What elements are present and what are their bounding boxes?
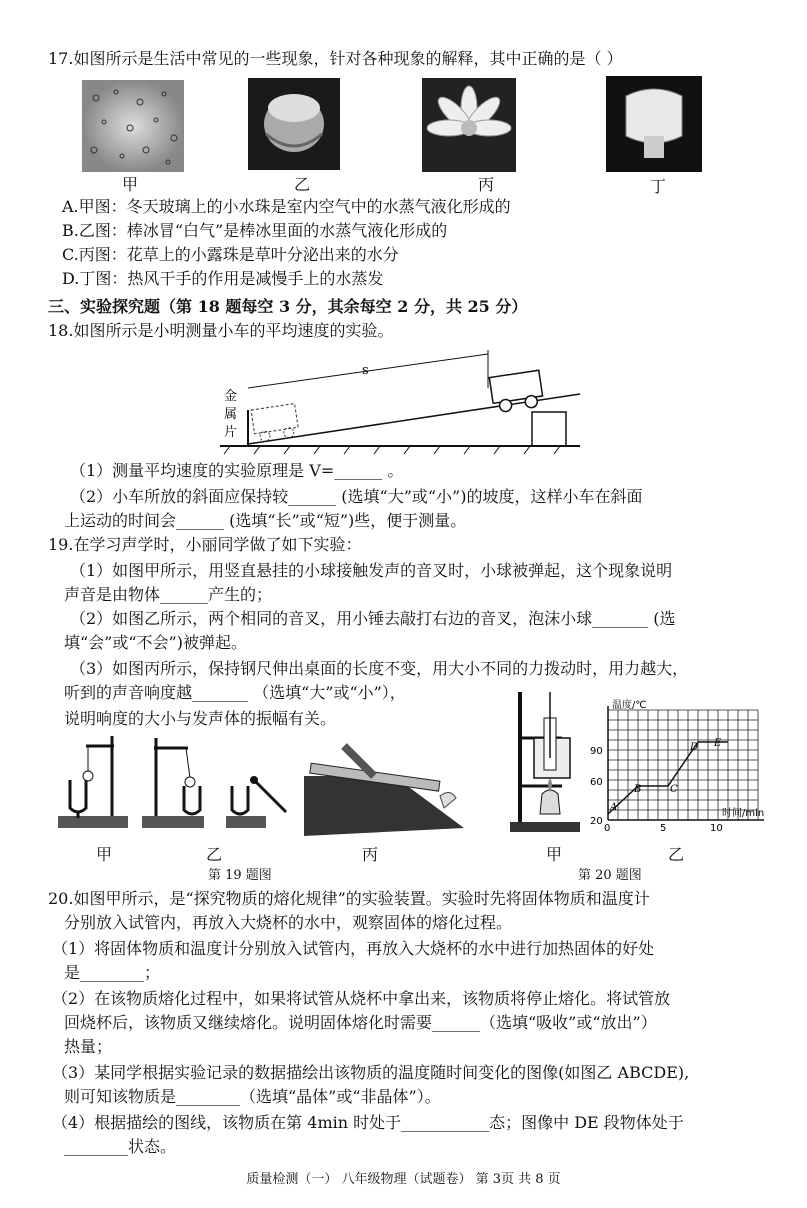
y-tick-90: 90 (590, 746, 603, 757)
x-tick-10: 10 (710, 823, 723, 832)
q20-figure-title: 第 20 题图 (578, 868, 642, 883)
q17-photo-ding (606, 76, 702, 172)
q17-photo-bing (422, 78, 516, 172)
graph-ylabel: 温度/℃ (612, 700, 647, 711)
point-e: E (714, 738, 722, 749)
section-title: 三、实验探究题（第 18 题每空 3 分，其余每空 2 分，共 25 分） (48, 297, 528, 316)
q17-option-a: A.甲图：冬天玻璃上的小水珠是室内空气中的水蒸气液化形成的 (62, 197, 511, 216)
q18-metal-label-3: 片 (224, 425, 238, 440)
point-d: D (690, 742, 699, 753)
q17-caption-ding: 丁 (650, 177, 667, 196)
q18-incline-figure (220, 348, 590, 458)
q20-part3-line1: （3）某同学根据实验记录的数据描绘出该物质的温度随时间变化的图像(如图乙 ABCDE), (52, 1063, 690, 1082)
q20-caption-yi: 乙 (668, 845, 685, 864)
q20-part4-line1: （4）根据描绘的图线，该物质在第 4min 时处于___________态；图像中 DE 段物体处于 (52, 1113, 684, 1132)
q20-part1-line2: 是________； (64, 963, 161, 982)
q19-stem: 19.在学习声学时，小丽同学做了如下实验： (48, 535, 362, 554)
q20-part3-line2: 则可知该物质是________（选填“晶体”或“非晶体”）。 (64, 1087, 441, 1106)
y-tick-60: 60 (590, 777, 603, 788)
x-tick-5: 5 (660, 823, 667, 832)
q20-stem-line2: 分别放入试管内，再放入大烧杯的水中，观察固体的熔化过程。 (64, 913, 513, 932)
q19-part3-line3: 说明响度的大小与发声体的振幅有关。 (64, 709, 337, 728)
q17-caption-jia: 甲 (122, 175, 139, 194)
q19-part1-line1: （1）如图甲所示，用竖直悬挂的小球接触发声的音叉时，小球被弹起，这个现象说明 (70, 561, 673, 580)
q20-part2-line3: 热量； (64, 1037, 113, 1056)
x-tick-0: 0 (604, 823, 611, 832)
page-footer: 质量检测（一） 八年级物理（试题卷） 第 3页 共 8 页 (246, 1172, 561, 1187)
point-b: B (634, 784, 642, 795)
q20-part4-line2: ________状态。 (64, 1137, 177, 1156)
q18-part2-line1: （2）小车所放的斜面应保持较______ (选填“大”或“小”)的坡度，这样小车在斜面 (70, 487, 643, 506)
q17-stem: 17.如图所示是生活中常见的一些现象，针对各种现象的解释，其中正确的是（ ） (48, 49, 623, 68)
q18-part2-line2: 上运动的时间会______ (选填“长”或“短”)些，便于测量。 (64, 511, 467, 530)
q19-caption-jia: 甲 (96, 845, 113, 864)
q20-graph (584, 696, 770, 832)
y-tick-20: 20 (590, 816, 603, 827)
q18-part1: （1）测量平均速度的实验原理是 V=______ 。 (70, 461, 404, 480)
q19-figure-bing (304, 736, 464, 836)
q18-metal-label-1: 金 (224, 389, 238, 404)
q19-figure-jia-yi (56, 732, 296, 836)
q20-part2-line1: （2）在该物质熔化过程中，如果将试管从烧杯中拿出来，该物质将停止熔化。将试管放 (52, 989, 671, 1008)
q17-option-c: C.丙图：花草上的小露珠是草叶分泌出来的水分 (62, 245, 399, 264)
q19-part2-line1: （2）如图乙所示，两个相同的音叉，用小锤去敲打右边的音叉，泡沫小球_______ (选 (70, 609, 676, 628)
q19-part3-line1: （3）如图丙所示，保持钢尺伸出桌面的长度不变，用大小不同的力拨动时，用力越大， (70, 659, 689, 678)
q19-figure-title: 第 19 题图 (208, 868, 272, 883)
q20-stem-line1: 20.如图甲所示，是“探究物质的熔化规律”的实验装置。实验时先将固体物质和温度计 (48, 889, 650, 908)
q18-metal-label-2: 属 (224, 407, 238, 422)
q19-part3-line2: 听到的声音响度越_______ （选填“大”或“小”）， (64, 683, 406, 702)
q20-caption-jia: 甲 (546, 845, 563, 864)
q17-photo-yi (248, 78, 340, 170)
point-a: A (610, 802, 618, 813)
q20-figure-jia-apparatus (506, 688, 590, 836)
graph-xlabel: 时间/min (722, 808, 765, 819)
q20-part2-line2: 回烧杯后，该物质又继续熔化。说明固体熔化时需要______（选填“吸收”或“放出”） (64, 1013, 657, 1032)
q18-stem: 18.如图所示是小明测量小车的平均速度的实验。 (48, 321, 394, 340)
q17-photo-jia (82, 80, 184, 172)
q19-caption-yi: 乙 (206, 845, 223, 864)
q18-s-label: s (362, 363, 369, 378)
q20-part1-line1: （1）将固体物质和温度计分别放入试管内，再放入大烧杯的水中进行加热固体的好处 (52, 939, 655, 958)
q17-option-b: B.乙图：棒冰冒“白气”是棒冰里面的水蒸气液化形成的 (62, 221, 448, 240)
q17-caption-bing: 丙 (478, 175, 495, 194)
q19-caption-bing: 丙 (362, 845, 379, 864)
q19-part2-line2: 填“会”或“不会”)被弹起。 (64, 633, 247, 652)
point-c: C (670, 784, 678, 795)
q19-part1-line2: 声音是由物体______产生的； (64, 585, 273, 604)
q17-option-d: D.丁图：热风干手的作用是减慢手上的水蒸发 (62, 269, 384, 288)
q17-caption-yi: 乙 (294, 175, 311, 194)
